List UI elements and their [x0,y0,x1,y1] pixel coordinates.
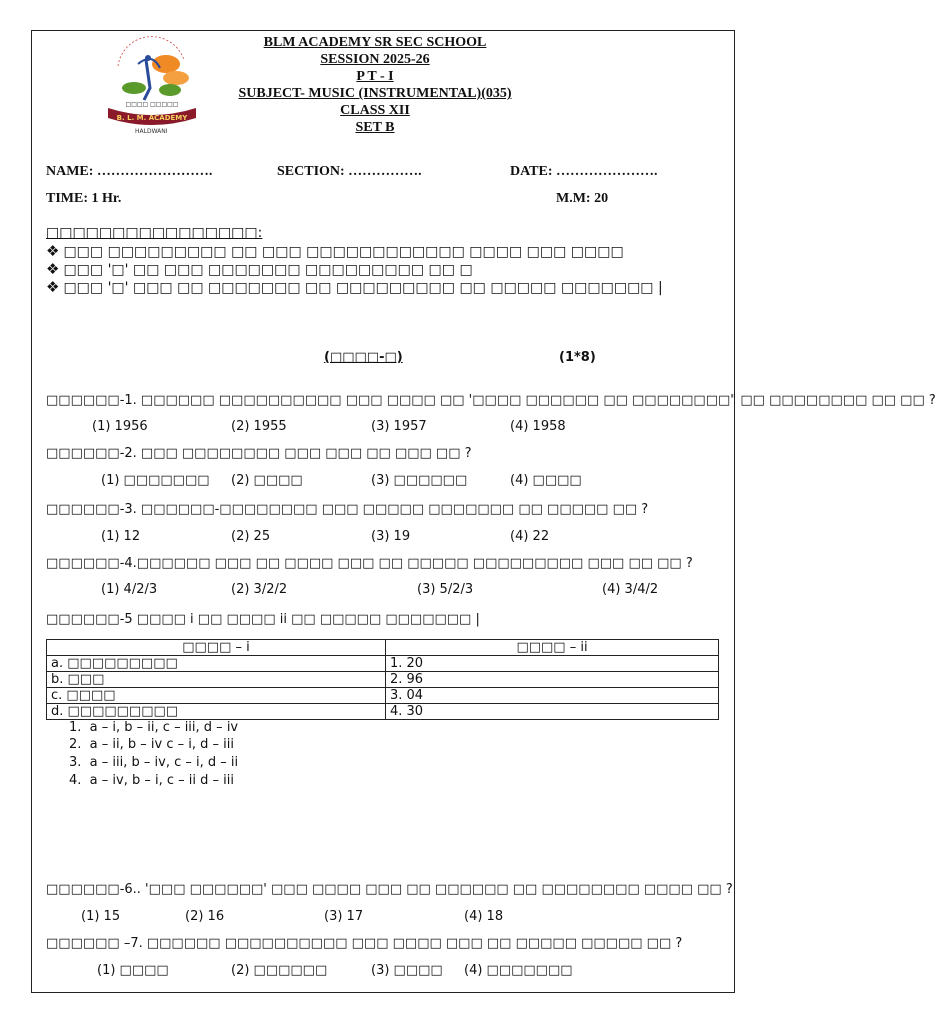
table-row [47,656,719,672]
question-3: □□□□□□-3. □□□□□□-□□□□□□□□ □□□ □□□□□ □□□□□□□ □□ □□□□□ □□ ? [46,502,649,517]
q1-option: (1) 1956 [92,419,148,434]
q5-option: 2. a – ii, b – iv c – i, d – iii [69,737,234,752]
table-row [47,704,719,720]
table-cell: 2. 96 [386,672,719,688]
q4-option: (2) 3/2/2 [231,582,288,597]
table-row [47,688,719,704]
q2-option: (4) □□□□ [510,473,582,488]
diamond-bullet-icon: ❖ [46,242,60,260]
session: SESSION 2025-26 [320,52,430,67]
date-field: DATE: …………………. [510,164,658,179]
question-1: □□□□□□-1. □□□□□□ □□□□□□□□□□ □□□ □□□□ □□ '□□□□ □□□□□□ □□ □□□□□□□□" □□ □□□□□□□□ □□ □□ ? [46,393,936,408]
school-logo [104,38,200,128]
q3-option: (2) 25 [231,529,271,544]
q7-option: (1) □□□□ [97,963,169,978]
q6-option: (4) 18 [464,909,504,924]
instruction-3: ❖ □□□ '□' □□□ □□ □□□□□□□ □□ □□□□□□□□□ □□ □□□□□ □□□□□□□ | [46,278,663,296]
q5-option: 1. a – i, b – ii, c – iii, d – iv [69,720,239,735]
table-cell: d. □□□□□□□□□ [47,704,386,720]
test-name: P T - I [356,69,394,84]
option-number: 1. [69,720,90,735]
option-number: 4. [69,773,90,788]
q6-option: (2) 16 [185,909,225,924]
question-4: □□□□□□-4.□□□□□□ □□□ □□ □□□□ □□□ □□ □□□□□ □□□□□□□□□ □□□ □□ □□ ? [46,556,693,571]
option-number: 3. [69,755,90,770]
q7-option: (2) □□□□□□ [231,963,328,978]
set: SET B [355,120,395,135]
table-cell: 1. 20 [386,656,719,672]
q4-option: (3) 5/2/3 [417,582,474,597]
q2-option: (1) □□□□□□□ [101,473,210,488]
q4-option: (1) 4/2/3 [101,582,158,597]
table-cell: b. □□□ [47,672,386,688]
question-7: □□□□□□ –7. □□□□□□ □□□□□□□□□□ □□□ □□□□ □□□ □□ □□□□□ □□□□□ □□ ? [46,936,683,951]
time-field: TIME: 1 Hr. [46,191,122,206]
table-header-row [47,640,719,656]
q5-option: 3. a – iii, b – iv, c – i, d – ii [69,755,239,770]
logo-place: HALDWANI [135,128,168,135]
max-marks: M.M: 20 [556,191,609,206]
q3-option: (4) 22 [510,529,550,544]
table-cell: a. □□□□□□□□□ [47,656,386,672]
instruction-2: ❖ □□□ '□' □□ □□□ □□□□□□□ □□□□□□□□□ □□ □ [46,260,473,278]
question-2: □□□□□□-2. □□□ □□□□□□□□ □□□ □□□ □□ □□□ □□ ? [46,446,472,461]
q1-option: (3) 1957 [371,419,427,434]
match-table [46,639,719,720]
table-cell: 3. 04 [386,688,719,704]
class: CLASS XII [340,103,410,118]
q1-option: (4) 1958 [510,419,566,434]
table-cell: c. □□□□ [47,688,386,704]
table-header: □□□□ – i [47,640,386,656]
q2-option: (3) □□□□□□ [371,473,468,488]
q5-option: 4. a – iv, b – i, c – ii d – iii [69,773,234,788]
q4-option: (4) 3/4/2 [602,582,659,597]
school-name: BLM ACADEMY SR SEC SCHOOL [263,35,487,50]
question-6: □□□□□□-6.. '□□□ □□□□□□' □□□ □□□□ □□□ □□ □□□□□□ □□ □□□□□□□□ □□□□ □□ ? [46,882,733,897]
q7-option: (4) □□□□□□□ [464,963,573,978]
q2-option: (2) □□□□ [231,473,303,488]
section-title: (□□□□-□) [324,350,403,365]
option-number: 2. [69,737,90,752]
diamond-bullet-icon: ❖ [46,278,60,296]
instructions-title: □□□□□□□□□□□□□□□□: [46,225,263,241]
logo-text: B. L. M. ACADEMY [116,114,188,122]
q1-option: (2) 1955 [231,419,287,434]
name-field: NAME: ……………………. [46,164,213,179]
q3-option: (3) 19 [371,529,411,544]
q6-option: (1) 15 [81,909,121,924]
q3-option: (1) 12 [101,529,141,544]
table-cell: 4. 30 [386,704,719,720]
q6-option: (3) 17 [324,909,364,924]
table-header: □□□□ – ii [386,640,719,656]
q7-option: (3) □□□□ [371,963,443,978]
diamond-bullet-icon: ❖ [46,260,60,278]
subject: SUBJECT- MUSIC (INSTRUMENTAL)(035) [238,86,512,101]
svg-text:□□□□ □□□□□: □□□□ □□□□□ [125,101,179,108]
question-5: □□□□□□-5 □□□□ i □□ □□□□ ii □□ □□□□□ □□□□□□□ | [46,612,480,627]
instruction-1: ❖ □□□ □□□□□□□□□ □□ □□□ □□□□□□□□□□□□ □□□□ □□□ □□□□ [46,242,624,260]
section-marks: (1*8) [559,350,596,365]
table-row [47,672,719,688]
section-field: SECTION: ……………. [277,164,422,179]
